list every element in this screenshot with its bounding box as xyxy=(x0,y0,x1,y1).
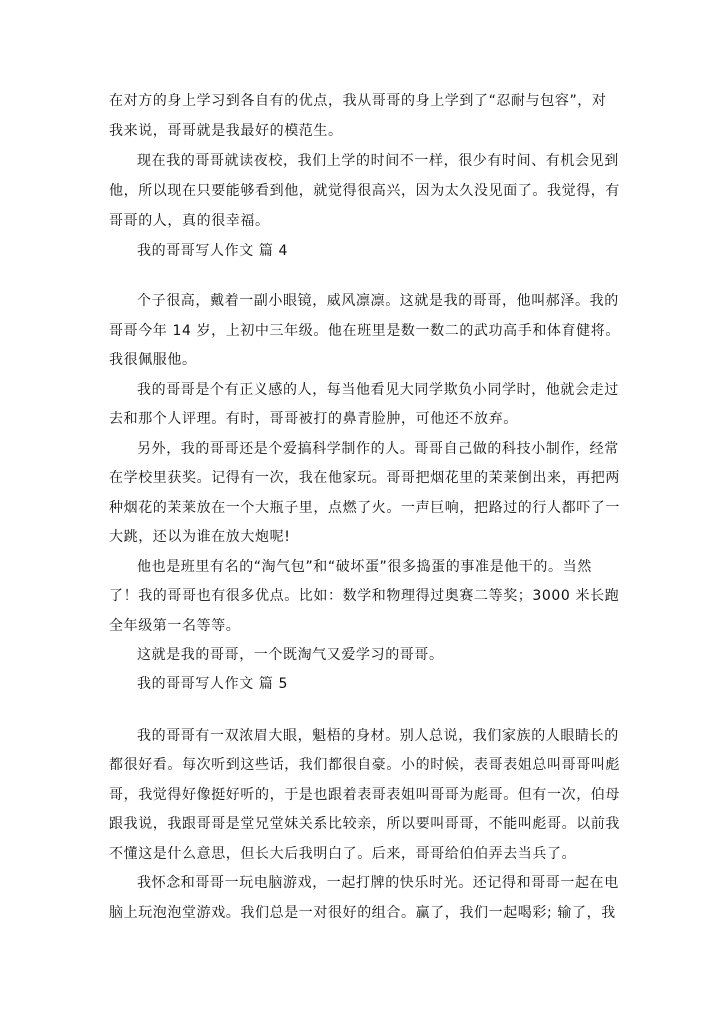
paragraph-line: 哥，我觉得好像挺好听的，于是也跟着表哥表姐叫哥哥为彪哥。但有一次，伯母 xyxy=(109,787,620,803)
paragraph-line: 哥哥的人，真的很幸福。 xyxy=(109,213,270,229)
paragraph-line: 不懂这是什么意思，但长大后我明白了。后来，哥哥给伯伯弄去当兵了。 xyxy=(109,846,577,862)
paragraph-line: 这就是我的哥哥，一个既淘气又爱学习的哥哥。 xyxy=(137,647,444,663)
paragraph-line: 在对方的身上学习到各自有的优点，我从哥哥的身上学到了“忍耐与包容”，对 xyxy=(109,93,607,109)
paragraph-line: 我的哥哥有一双浓眉大眼，魁梧的身材。别人总说，我们家族的人眼睛长的 xyxy=(137,728,619,744)
section-title: 我的哥哥写人作文 篇 4 xyxy=(137,243,289,259)
paragraph-line: 去和那个人评理。有时，哥哥被打的鼻青脸肿，可他还不放弃。 xyxy=(109,411,518,427)
paragraph-line: 在学校里获奖。记得有一次，我在他家玩。哥哥把烟花里的茉莱倒出来，再把两 xyxy=(109,470,620,486)
paragraph-line: 了！我的哥哥也有很多优点。比如：数学和物理得过奥赛二等奖；3000 米长跑 xyxy=(109,588,620,604)
paragraph-line: 都很好看。每次听到这些话，我们都很自豪。小的时候，表哥表姐总叫哥哥叫彪 xyxy=(109,757,620,773)
paragraph-line: 哥哥今年 14 岁，上初中三年级。他在班里是数一数二的武功高手和体育健将。 xyxy=(109,323,620,339)
paragraph-line: 脑上玩泡泡堂游戏。我们总是一对很好的组合。赢了，我们一起喝彩; 输了，我 xyxy=(109,905,616,921)
paragraph-line: 我的哥哥是个有正义感的人，每当他看见大同学欺负小同学时，他就会走过 xyxy=(137,382,619,398)
paragraph-line: 跟我说，我跟哥哥是堂兄堂妹关系比较亲，所以要叫哥哥，不能叫彪哥。以前我 xyxy=(109,816,620,832)
section-title: 我的哥哥写人作文 篇 5 xyxy=(137,676,289,692)
paragraph-line: 我很佩服他。 xyxy=(109,352,197,368)
paragraph-line: 他，所以现在只要能够看到他，就觉得很高兴，因为太久没见面了。我觉得，有 xyxy=(109,183,620,199)
paragraph-line: 我怀念和哥哥一玩电脑游戏，一起打牌的快乐时光。还记得和哥哥一起在电 xyxy=(137,875,619,891)
paragraph-line: 个子很高，戴着一副小眼镜，威风凛凛。这就是我的哥哥，他叫郝泽。我的 xyxy=(137,293,619,309)
paragraph-line: 现在我的哥哥就读夜校，我们上学的时间不一样，很少有时间、有机会见到 xyxy=(137,153,619,169)
paragraph-line: 大跳，还以为谁在放大炮呢! xyxy=(109,529,291,545)
paragraph-line: 我来说，哥哥就是我最好的模范生。 xyxy=(109,123,343,139)
paragraph-line: 种烟花的茉莱放在一个大瓶子里，点燃了火。一声巨响，把路过的行人都吓了一 xyxy=(109,500,620,516)
paragraph-line: 另外，我的哥哥还是个爱搞科学制作的人。哥哥自己做的科技小制作，经常 xyxy=(137,441,619,457)
paragraph-line: 他也是班里有名的“淘气包”和“破坏蛋”很多捣蛋的事准是他干的。当然 xyxy=(137,559,592,575)
paragraph-line: 全年级第一名等等。 xyxy=(109,618,241,634)
